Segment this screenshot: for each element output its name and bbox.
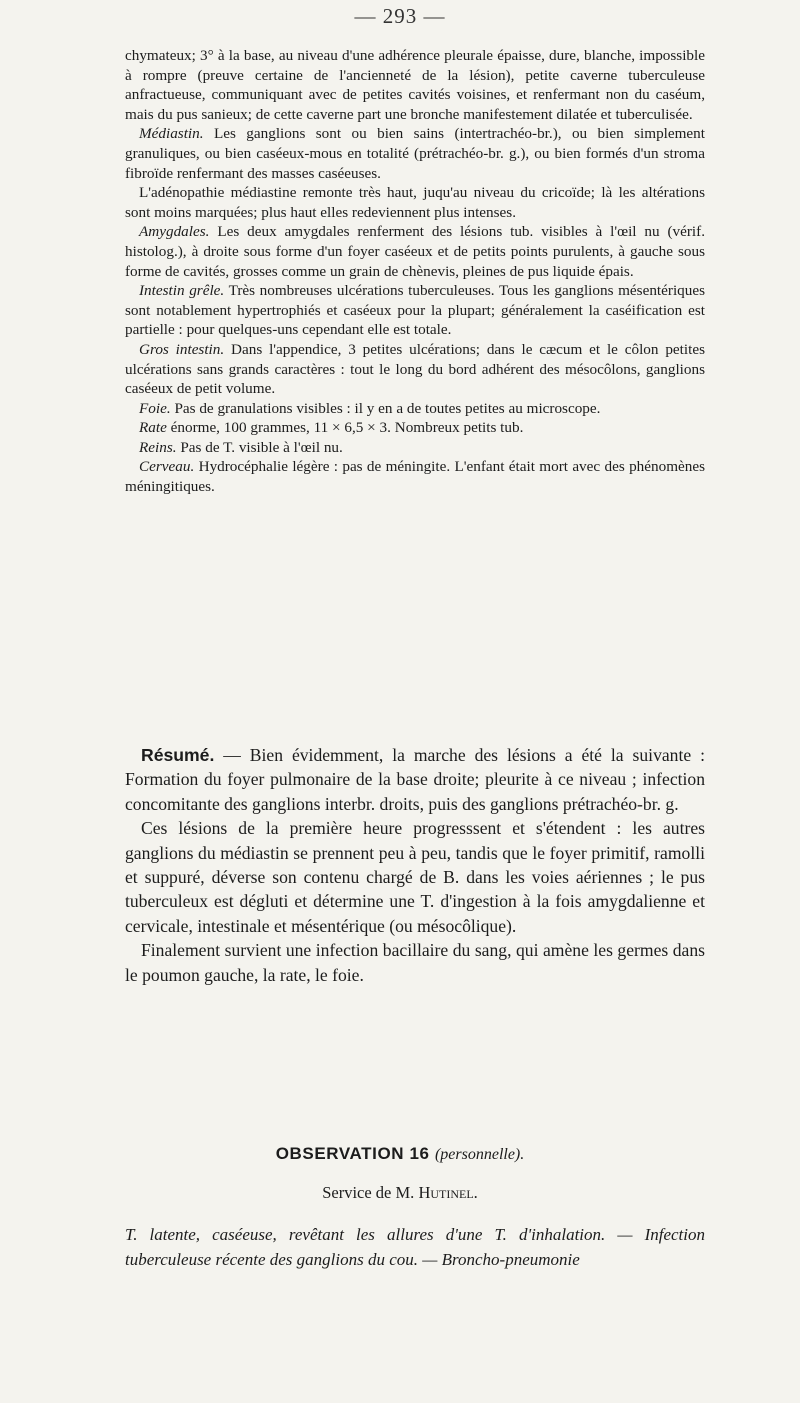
paragraph-text: Très nombreuses ulcérations tuberculeuses. Tous les ganglions mésentériques sont notablement hypertrophiés et caséeux pour la plupart; généralement la caséification est partielle : pour quelques-uns cependant elle est totale. <box>125 282 705 339</box>
resume-paragraph-3: Finalement survient une infection bacillaire du sang, qui amène les germes dans le poumon gauche, la rate, le foie. <box>125 940 705 985</box>
paragraph-adenopathie <box>125 183 705 222</box>
paragraph-label: Médiastin. <box>139 125 204 143</box>
paragraph-label: Cerveau. <box>139 458 195 476</box>
paragraph-text: chymateux; 3° à la base, au niveau d'une adhérence pleurale épaisse, dure, blanche, impossible à rompre (preuve certaine de l'ancienneté de la lésion), petite caverne tuberculeuse anfractueuse, communiquant avec de petites cavités voisines, et renfermant non du caséum, mais du pus sanieux; de cette caverne part une bronche manifestement dilatée et tuberculisée. <box>125 47 705 123</box>
page-number: — 293 — <box>354 4 446 28</box>
paragraph-mediastin <box>125 124 705 183</box>
paragraph-text: Les deux amygdales renferment des lésions tub. visibles à l'œil nu (vérif. histolog.), à droite sous forme d'un foyer caséeux et de petits points purulents, à gauche sous forme de cavités, grosses comme un grain de chènevis, pleines de pus liquide épais. <box>125 223 705 280</box>
autopsy-findings <box>125 46 705 497</box>
paragraph-label: Amygdales. <box>139 223 210 241</box>
resume-label: Résumé. <box>141 745 215 765</box>
paragraph-gros-intestin <box>125 340 705 399</box>
paragraph-rate <box>125 418 705 438</box>
observation-heading <box>0 1144 800 1164</box>
observation-service <box>0 1183 800 1203</box>
paragraph-text: Dans l'appendice, 3 petites ulcérations; dans le cæcum et le côlon petites ulcérations sans grands caractères : tout le long du bord adhérent des mésocôlons, ganglions caséeux de petit volume. <box>125 340 705 398</box>
paragraph-cerveau <box>125 457 705 496</box>
paragraph-text: L'adénopathie médiastine remonte très haut, juqu'au niveau du cricoïde; là les altérations sont moins marquées; plus haut elles redeviennent plus intenses. <box>125 184 705 221</box>
observation-subtitle: (personnelle). <box>434 1146 525 1163</box>
paragraph-0 <box>125 46 705 124</box>
paragraph-foie <box>125 399 705 419</box>
paragraph-intestin-grele <box>125 281 705 340</box>
observation-title: OBSERVATION 16 <box>275 1144 430 1163</box>
observation-summary: T. latente, caséeuse, revêtant les allures d'une T. d'inhalation. — Infection tuberculeuse récente des ganglions du cou. — Broncho-pneumonie <box>125 1225 705 1269</box>
paragraph-text: Pas de T. visible à l'œil nu. <box>176 438 343 456</box>
service-prefix: Service de M. <box>322 1183 419 1202</box>
paragraph-label: Foie. <box>139 399 171 417</box>
paragraph-text: Pas de granulations visibles : il y en a de toutes petites au microscope. <box>170 399 601 417</box>
paragraph-text: Hydrocéphalie légère : pas de méningite. L'enfant était mort avec des phénomènes méningitiques. <box>125 458 705 496</box>
resume-paragraph-1 <box>125 743 705 816</box>
resume-text-1: — Bien évidemment, la marche des lésions a été la suivante : Formation du foyer pulmonaire de la base droite; pleurite à ce niveau ; infection concomitante des ganglions interbr. droits, puis des ganglions prétrachéo-br. g. <box>125 745 705 814</box>
paragraph-label: Rate <box>139 419 167 437</box>
paragraph-amygdales <box>125 222 705 281</box>
paragraph-label: Intestin grêle. <box>139 282 225 300</box>
paragraph-text: énorme, 100 grammes, 11 × 6,5 × 3. Nombreux petits tub. <box>166 419 524 437</box>
resume-section <box>125 743 705 987</box>
paragraph-label: Reins. <box>139 438 177 456</box>
paragraph-label: Gros intestin. <box>139 340 225 358</box>
service-name: Hutinel. <box>418 1183 478 1202</box>
resume-paragraph-2: Ces lésions de la première heure progresssent et s'étendent : les autres ganglions du médiastin se prennent peu à peu, tandis que le foyer primitif, ramolli et suppuré, déverse son contenu chargé de B. dans les voies aériennes ; le pus tuberculeux est dégluti et détermine une T. d'ingestion à la fois amygdalienne et cervicale, intestinale et mésentérique (ou mésocôlique). <box>125 818 705 936</box>
paragraph-reins <box>125 438 705 458</box>
paragraph-text: Les ganglions sont ou bien sains (intertrachéo-br.), ou bien simplement granuliques, ou bien caséeux-mous en totalité (prétrachéo-br. g.), ou bien formés d'un stroma fibroïde renfermant des masses caséeuses. <box>125 125 705 182</box>
